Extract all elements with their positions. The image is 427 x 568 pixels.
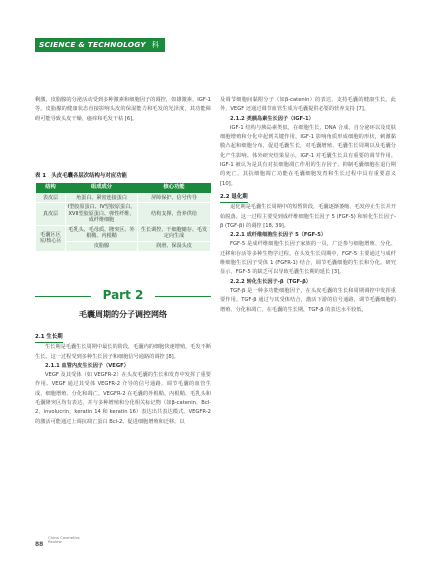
table-cell: 表皮层 bbox=[36, 193, 66, 203]
table-row bbox=[36, 193, 211, 203]
table-cell: 角蛋白、紧密连接蛋白 bbox=[66, 193, 138, 203]
subsection-heading: 2.1.1 血管内皮生长因子（VEGF） bbox=[45, 362, 129, 369]
table-row bbox=[36, 203, 211, 226]
section-heading: 2.2 退化期 bbox=[220, 193, 248, 203]
structure-table bbox=[35, 183, 211, 252]
left-column-bottom bbox=[35, 333, 211, 427]
table-cell: 生长调控、干细胞储存、毛发定向生成 bbox=[138, 225, 211, 241]
paragraph: 退化期是毛囊生长周期中的短暂阶段，毛囊逐渐萎缩，毛发停止生长并开始脱落。这一过程主要受到成纤维细胞生长因子 5 (FGF-5) 和转化生长因子-β (TGF-β) 的调控 [18, 39]。 bbox=[220, 204, 397, 229]
table-header: 核心功能 bbox=[138, 183, 211, 193]
section-tag-cn: 科技 bbox=[39, 41, 160, 63]
paragraph: TGF-β 是一种多功能细胞因子，在头皮毛囊的生长和周期调控中发挥重要作用。TGF-β 通过与其受体结合，激活下游的信号通路，调节毛囊细胞的增殖、分化和凋亡。在毛囊的生长期，TGF-β 的表达水平较低， bbox=[220, 287, 396, 313]
section-heading: 2.1 生长期 bbox=[35, 333, 63, 343]
section-tag bbox=[35, 38, 165, 63]
table-row bbox=[36, 225, 211, 241]
left-column-top bbox=[35, 96, 211, 124]
page-number: 88 bbox=[35, 541, 44, 548]
publication-name: China Cosmetics Review bbox=[48, 535, 80, 545]
part-heading bbox=[35, 290, 211, 302]
table-cell: 结构支撑、营养供给 bbox=[138, 203, 211, 226]
table-cell: I型胶原蛋白、IV型胶原蛋白、XVII型胶原蛋白、弹性纤维、成纤维细胞 bbox=[66, 203, 138, 226]
paragraph: 生长期是毛囊生长周期中最长的阶段，毛囊内的细胞快速增殖，毛发不断生长。这一过程受到多种生长因子和细胞信号通路的调控 [8]。 bbox=[35, 344, 212, 360]
subsection-heading: 2.2.1 成纤维细胞生长因子 5（FGF-5） bbox=[230, 232, 327, 239]
paragraph: FGF-5 是成纤维细胞生长因子家族的一员，广泛参与细胞增殖、分化、迁移和存活等多种生物学过程。在头发生长周期中，FGF-5 主要通过与成纤维细胞生长因子受体 1 (FGFR-1) 结合，调节毛囊细胞的生长和分化。研究显示，FGF-5 的缺乏可以导致毛囊生长期的延长 [3]。 bbox=[220, 241, 396, 276]
part-title: 毛囊周期的分子调控网络 bbox=[79, 310, 167, 319]
table-cell: 润滑、保湿头皮 bbox=[138, 242, 211, 252]
part-label: Part 2 bbox=[102, 288, 144, 302]
divider bbox=[155, 296, 211, 297]
subsection-heading: 2.1.2 类胰岛素生长因子（IGF-1） bbox=[230, 115, 314, 122]
table-title: 表 1 头皮毛囊各层次结构与对应功能 bbox=[35, 173, 127, 179]
table-header: 组成成分 bbox=[66, 183, 138, 193]
paragraph: 及调节细胞间黏附分子（如β-catenin）的表达，支持毛囊的健康生长。此外，VEGF 还通过调节血管生成为毛囊提供必要的营养支持 [7]。 bbox=[220, 97, 396, 113]
section-tag-en: SCIENCE & TECHNOLOGY bbox=[39, 40, 146, 49]
table-header-row bbox=[36, 183, 211, 193]
paragraph: 剩激，皮脂腺的分泌活动受到多种激素和细胞因子的调控，如雄激素、IGF-1等。皮脂腺的健康状态直接影响头皮的保湿能力和毛发的光泽度，其功能障碍可能导致头皮干燥、瘙痒和毛发干枯 [6]。 bbox=[35, 97, 211, 122]
table-cell: 屏障保护、信号传导 bbox=[138, 193, 211, 203]
subsection-heading: 2.2.2 转化生长因子-β（TGF-β） bbox=[230, 278, 311, 285]
table-cell: 皮脂腺 bbox=[66, 242, 138, 252]
table-cell: 毛囊区区室/核心区 bbox=[36, 225, 66, 251]
table-cell: 毛乳头、毛母质、隆突区、外根鞘、内根鞘 bbox=[66, 225, 138, 241]
table-header: 结构 bbox=[36, 183, 66, 193]
right-column bbox=[220, 96, 396, 315]
paragraph: IGF-1 结构与胰岛素类似，在细胞生长、DNA 合成、自分泌环以及皮肤细胞增殖和分化中起到关键作用。IGF-1 影响角质形成细胞的形状，刺激黏膜凸起和细胞分布，促进毛囊生长，对毛囊增殖、毛囊生长周期以及毛囊分化产生影响。体外研究结果显示，IGF-1 对毛囊生长具有重要的调节作用。IGF-1 被认为是具有对抗细胞凋亡作用的生存因子，抑制毛囊细胞在退行期的死亡，其抗细胞凋亡功能在毛囊细胞发育和生长过程中具有重要意义 [10]。 bbox=[220, 124, 396, 187]
table-cell: 真皮层 bbox=[36, 203, 66, 226]
paragraph: VEGF 及其受体（如 VEGFR-2）在头皮毛囊的生长和发育中发挥了重要作用。VEGF 通过其受体 VEGFR-2 介导的信号通路，调节毛囊的血管生成、细胞增殖、分化和凋亡。VEGFR-2 在毛囊的外根鞘、内根鞘、毛乳头和毛囊隆突区均有表达，并与多种增殖和分化相关标记物（如β-catenin、Bcl-2、involucrin、keratin 14 和 keratin 16）表达出共表达模式。VEGFR-2 的激活可能通过上调抗凋亡蛋白 Bcl-2、促进细胞增殖和迁移，以 bbox=[35, 372, 211, 425]
